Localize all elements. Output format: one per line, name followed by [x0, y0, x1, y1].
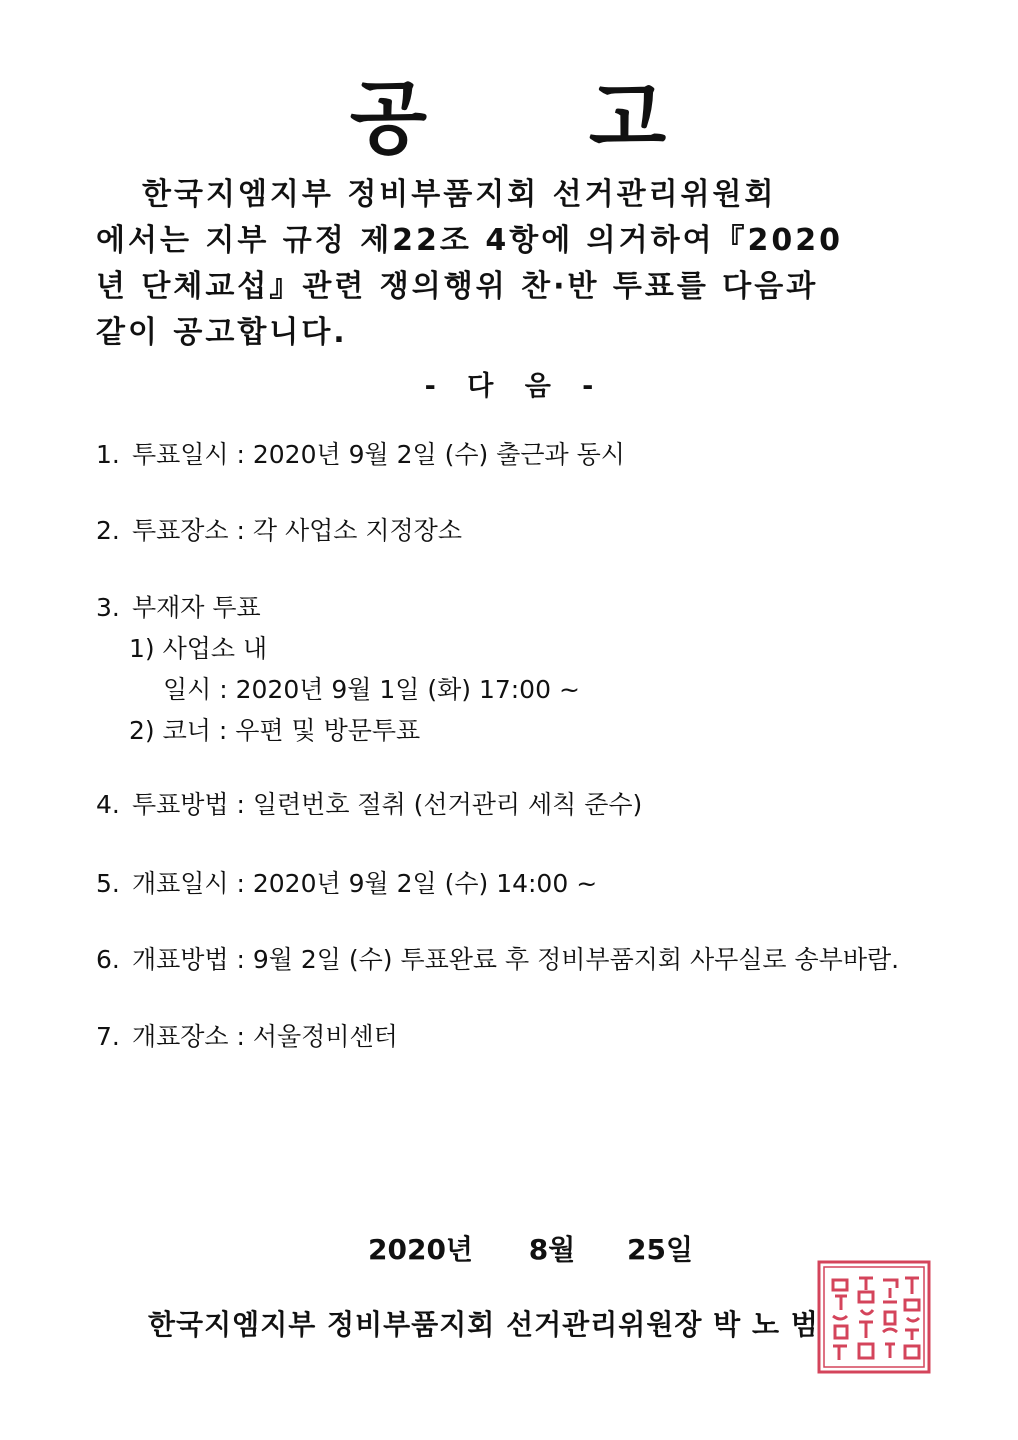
item-number: 4. — [96, 790, 120, 819]
notice-item — [96, 945, 899, 975]
notice-item — [96, 1022, 398, 1052]
official-seal-stamp-icon — [815, 1258, 933, 1376]
seal-glyph-col4 — [905, 1278, 919, 1358]
item-text: 개표일시 : 2020년 9월 2일 (수) 14:00 ~ — [131, 869, 598, 898]
notice-item — [96, 593, 261, 623]
item-number: 5. — [96, 869, 120, 898]
seal-glyph-col3 — [883, 1280, 897, 1358]
intro-line: 에서는 지부 규정 제22조 4항에 의거하여『2020 — [96, 223, 844, 258]
notice-item — [96, 440, 625, 470]
intro-line: 년 단체교섭』관련 쟁의행위 찬·반 투표를 다음과 — [96, 269, 819, 304]
item-text: 투표일시 : 2020년 9월 2일 (수) 출근과 동시 — [131, 440, 625, 469]
notice-item — [96, 516, 462, 546]
absentee-sub-item: 1) 사업소 내 — [129, 634, 268, 663]
date-day: 25일 — [627, 1233, 694, 1266]
signature-line: 한국지엠지부 정비부품지회 선거관리위원장 박 노 범 — [148, 1308, 819, 1341]
item-number: 7. — [96, 1022, 120, 1051]
intro-line: 한국지엠지부 정비부품지회 선거관리위원회 — [142, 177, 777, 212]
item-text: 부재자 투표 — [131, 593, 261, 622]
item-number: 1. — [96, 440, 120, 469]
document-title: 공 고 — [349, 71, 669, 165]
notice-date — [368, 1228, 693, 1268]
item-text: 개표방법 : 9월 2일 (수) 투표완료 후 정비부품지회 사무실로 송부바람. — [131, 945, 900, 974]
date-month: 8월 — [528, 1233, 576, 1266]
intro-line: 같이 공고합니다. — [96, 315, 348, 350]
item-number: 3. — [96, 593, 120, 622]
item-number: 2. — [96, 516, 120, 545]
item-number: 6. — [96, 945, 120, 974]
item-text: 개표장소 : 서울정비센터 — [131, 1022, 398, 1051]
date-year: 2020년 — [368, 1233, 473, 1266]
notice-item — [96, 869, 597, 899]
section-heading: - 다 음 - — [424, 371, 594, 402]
item-text: 투표방법 : 일련번호 절취 (선거관리 세칙 준수) — [131, 790, 643, 819]
absentee-sub-item: 2) 코너 : 우편 및 방문투표 — [129, 716, 421, 745]
item-text: 투표장소 : 각 사업소 지정장소 — [131, 516, 462, 545]
intro-paragraph — [96, 172, 926, 356]
notice-item — [96, 790, 642, 820]
seal-glyph-col2 — [859, 1278, 873, 1358]
seal-glyph-col1 — [833, 1280, 847, 1360]
absentee-sub-detail: 일시 : 2020년 9월 1일 (화) 17:00 ~ — [163, 675, 580, 704]
